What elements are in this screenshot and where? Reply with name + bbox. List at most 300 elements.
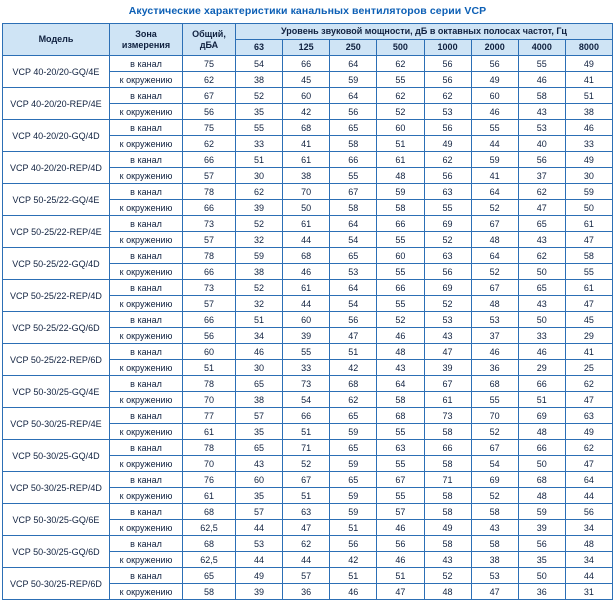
cell-band-125-duct: 61 — [283, 152, 330, 168]
col-header-band-1000: 1000 — [424, 40, 471, 56]
cell-zone-duct: в канал — [110, 376, 183, 392]
cell-total-duct: 78 — [183, 248, 236, 264]
cell-band-500-duct: 60 — [377, 120, 424, 136]
cell-band-125-surround: 54 — [283, 392, 330, 408]
cell-band-4000-surround: 40 — [518, 136, 565, 152]
cell-total-duct: 77 — [183, 408, 236, 424]
cell-band-8000-surround: 47 — [565, 296, 612, 312]
cell-band-500-surround: 52 — [377, 104, 424, 120]
cell-zone-duct: в канал — [110, 440, 183, 456]
cell-band-4000-duct: 68 — [518, 472, 565, 488]
col-header-band-8000: 8000 — [565, 40, 612, 56]
cell-model: VCP 50-30/25-REP/4D — [3, 472, 110, 504]
cell-band-1000-duct: 73 — [424, 408, 471, 424]
cell-band-2000-duct: 67 — [471, 280, 518, 296]
cell-zone-duct: в канал — [110, 472, 183, 488]
cell-band-4000-duct: 55 — [518, 56, 565, 72]
cell-band-63-surround: 39 — [236, 584, 283, 600]
cell-band-2000-surround: 52 — [471, 488, 518, 504]
cell-band-125-surround: 45 — [283, 72, 330, 88]
cell-band-500-surround: 46 — [377, 520, 424, 536]
cell-model: VCP 40-20/20-REP/4D — [3, 152, 110, 184]
cell-band-1000-duct: 56 — [424, 56, 471, 72]
cell-band-1000-surround: 39 — [424, 360, 471, 376]
cell-model: VCP 50-25/22-GQ/4D — [3, 248, 110, 280]
cell-band-125-surround: 33 — [283, 360, 330, 376]
cell-total-duct: 78 — [183, 440, 236, 456]
cell-band-125-duct: 66 — [283, 56, 330, 72]
cell-zone-surround: к окружению — [110, 456, 183, 472]
cell-total-duct: 73 — [183, 280, 236, 296]
cell-band-1000-duct: 63 — [424, 184, 471, 200]
cell-band-63-duct: 51 — [236, 152, 283, 168]
cell-band-250-duct: 51 — [330, 568, 377, 584]
cell-band-125-duct: 62 — [283, 536, 330, 552]
table-row — [3, 248, 613, 264]
cell-band-8000-surround: 34 — [565, 520, 612, 536]
cell-band-63-duct: 52 — [236, 216, 283, 232]
cell-band-500-duct: 51 — [377, 568, 424, 584]
cell-band-500-surround: 46 — [377, 552, 424, 568]
cell-band-63-duct: 65 — [236, 440, 283, 456]
cell-band-2000-surround: 38 — [471, 552, 518, 568]
cell-band-63-duct: 65 — [236, 376, 283, 392]
cell-band-125-surround: 51 — [283, 488, 330, 504]
cell-zone-surround: к окружению — [110, 200, 183, 216]
cell-zone-surround: к окружению — [110, 296, 183, 312]
cell-band-8000-duct: 44 — [565, 568, 612, 584]
cell-zone-duct: в канал — [110, 504, 183, 520]
cell-band-1000-duct: 58 — [424, 536, 471, 552]
cell-band-4000-duct: 62 — [518, 184, 565, 200]
cell-band-8000-surround: 47 — [565, 456, 612, 472]
cell-band-8000-duct: 51 — [565, 88, 612, 104]
cell-band-500-duct: 63 — [377, 440, 424, 456]
cell-band-125-duct: 70 — [283, 184, 330, 200]
cell-total-surround: 57 — [183, 168, 236, 184]
cell-band-500-duct: 52 — [377, 312, 424, 328]
cell-band-63-surround: 34 — [236, 328, 283, 344]
cell-band-125-surround: 51 — [283, 424, 330, 440]
cell-band-4000-duct: 65 — [518, 280, 565, 296]
cell-band-250-surround: 56 — [330, 104, 377, 120]
cell-band-63-duct: 59 — [236, 248, 283, 264]
cell-band-4000-duct: 46 — [518, 344, 565, 360]
cell-zone-duct: в канал — [110, 88, 183, 104]
cell-total-duct: 73 — [183, 216, 236, 232]
cell-band-63-surround: 33 — [236, 136, 283, 152]
table-row — [3, 344, 613, 360]
cell-band-500-surround: 55 — [377, 424, 424, 440]
cell-band-2000-duct: 56 — [471, 56, 518, 72]
cell-band-8000-duct: 61 — [565, 280, 612, 296]
cell-band-250-duct: 65 — [330, 472, 377, 488]
cell-band-8000-duct: 64 — [565, 472, 612, 488]
cell-band-250-duct: 64 — [330, 88, 377, 104]
cell-band-8000-surround: 30 — [565, 168, 612, 184]
cell-band-1000-duct: 52 — [424, 568, 471, 584]
cell-model: VCP 50-25/22-GQ/4E — [3, 184, 110, 216]
cell-band-250-duct: 56 — [330, 312, 377, 328]
cell-zone-duct: в канал — [110, 280, 183, 296]
col-header-band-63: 63 — [236, 40, 283, 56]
cell-band-63-duct: 55 — [236, 120, 283, 136]
cell-band-250-duct: 65 — [330, 440, 377, 456]
col-header-zone-line2: измерения — [121, 39, 171, 50]
cell-band-4000-surround: 43 — [518, 104, 565, 120]
cell-band-1000-surround: 53 — [424, 104, 471, 120]
cell-band-63-duct: 49 — [236, 568, 283, 584]
cell-total-surround: 70 — [183, 456, 236, 472]
cell-band-500-duct: 56 — [377, 536, 424, 552]
cell-band-125-duct: 66 — [283, 408, 330, 424]
cell-zone-surround: к окружению — [110, 136, 183, 152]
cell-total-surround: 62 — [183, 136, 236, 152]
cell-zone-surround: к окружению — [110, 360, 183, 376]
cell-band-250-duct: 66 — [330, 152, 377, 168]
cell-band-125-duct: 61 — [283, 280, 330, 296]
cell-band-1000-duct: 47 — [424, 344, 471, 360]
cell-band-2000-duct: 68 — [471, 376, 518, 392]
cell-band-1000-surround: 49 — [424, 520, 471, 536]
cell-band-250-surround: 55 — [330, 168, 377, 184]
cell-band-4000-surround: 35 — [518, 552, 565, 568]
cell-band-1000-surround: 56 — [424, 72, 471, 88]
cell-band-4000-duct: 65 — [518, 216, 565, 232]
cell-band-2000-surround: 47 — [471, 584, 518, 600]
table-row — [3, 472, 613, 488]
cell-band-250-duct: 65 — [330, 408, 377, 424]
header-row-1 — [3, 24, 613, 40]
cell-band-125-duct: 55 — [283, 344, 330, 360]
cell-band-8000-surround: 34 — [565, 552, 612, 568]
cell-model: VCP 50-25/22-REP/4E — [3, 216, 110, 248]
col-header-band-500: 500 — [377, 40, 424, 56]
table-row — [3, 152, 613, 168]
cell-total-surround: 56 — [183, 104, 236, 120]
cell-band-63-duct: 57 — [236, 408, 283, 424]
cell-band-125-surround: 46 — [283, 264, 330, 280]
cell-band-2000-surround: 55 — [471, 392, 518, 408]
cell-band-500-duct: 62 — [377, 56, 424, 72]
cell-band-125-duct: 73 — [283, 376, 330, 392]
cell-band-1000-surround: 56 — [424, 264, 471, 280]
cell-band-63-duct: 52 — [236, 280, 283, 296]
cell-band-63-duct: 46 — [236, 344, 283, 360]
cell-band-1000-surround: 43 — [424, 328, 471, 344]
cell-zone-surround: к окружению — [110, 328, 183, 344]
cell-zone-surround: к окружению — [110, 72, 183, 88]
cell-band-500-surround: 55 — [377, 72, 424, 88]
cell-total-surround: 57 — [183, 296, 236, 312]
cell-band-500-surround: 46 — [377, 328, 424, 344]
cell-band-8000-surround: 55 — [565, 264, 612, 280]
cell-band-125-surround: 42 — [283, 104, 330, 120]
cell-band-4000-duct: 56 — [518, 152, 565, 168]
cell-band-4000-surround: 46 — [518, 72, 565, 88]
col-header-bands-group: Уровень звуковой мощности, дБ в октавных полосах частот, Гц — [236, 24, 613, 40]
cell-total-surround: 56 — [183, 328, 236, 344]
col-header-zone-line1: Зона — [135, 28, 157, 39]
cell-zone-duct: в канал — [110, 408, 183, 424]
cell-band-250-surround: 59 — [330, 424, 377, 440]
cell-band-1000-duct: 71 — [424, 472, 471, 488]
cell-band-250-duct: 51 — [330, 344, 377, 360]
table-body — [3, 56, 613, 600]
cell-zone-duct: в канал — [110, 568, 183, 584]
cell-band-2000-duct: 58 — [471, 504, 518, 520]
cell-zone-surround: к окружению — [110, 392, 183, 408]
cell-band-125-surround: 44 — [283, 552, 330, 568]
cell-band-500-surround: 55 — [377, 232, 424, 248]
cell-band-63-duct: 52 — [236, 88, 283, 104]
cell-band-8000-surround: 25 — [565, 360, 612, 376]
cell-band-63-duct: 57 — [236, 504, 283, 520]
cell-band-8000-surround: 47 — [565, 232, 612, 248]
cell-band-4000-surround: 33 — [518, 328, 565, 344]
cell-band-4000-duct: 59 — [518, 504, 565, 520]
table-row — [3, 120, 613, 136]
cell-band-8000-duct: 49 — [565, 56, 612, 72]
cell-total-duct: 65 — [183, 568, 236, 584]
cell-zone-surround: к окружению — [110, 584, 183, 600]
col-header-band-250: 250 — [330, 40, 377, 56]
cell-band-63-duct: 53 — [236, 536, 283, 552]
cell-band-1000-surround: 58 — [424, 488, 471, 504]
cell-total-surround: 58 — [183, 584, 236, 600]
col-header-band-4000: 4000 — [518, 40, 565, 56]
cell-band-4000-duct: 62 — [518, 248, 565, 264]
cell-band-125-surround: 38 — [283, 168, 330, 184]
cell-band-250-duct: 65 — [330, 120, 377, 136]
cell-band-4000-surround: 39 — [518, 520, 565, 536]
cell-band-1000-duct: 69 — [424, 216, 471, 232]
cell-total-duct: 68 — [183, 504, 236, 520]
cell-band-4000-surround: 51 — [518, 392, 565, 408]
cell-band-63-surround: 39 — [236, 200, 283, 216]
cell-band-1000-duct: 58 — [424, 504, 471, 520]
cell-zone-surround: к окружению — [110, 104, 183, 120]
cell-band-4000-surround: 48 — [518, 424, 565, 440]
cell-zone-surround: к окружению — [110, 520, 183, 536]
cell-band-1000-duct: 56 — [424, 120, 471, 136]
cell-total-surround: 61 — [183, 424, 236, 440]
cell-band-500-surround: 58 — [377, 200, 424, 216]
cell-band-4000-surround: 50 — [518, 264, 565, 280]
cell-band-125-surround: 44 — [283, 296, 330, 312]
cell-band-1000-surround: 52 — [424, 232, 471, 248]
cell-band-1000-duct: 63 — [424, 248, 471, 264]
cell-total-duct: 78 — [183, 184, 236, 200]
cell-band-2000-duct: 58 — [471, 536, 518, 552]
cell-zone-surround: к окружению — [110, 424, 183, 440]
cell-zone-duct: в канал — [110, 536, 183, 552]
cell-zone-surround: к окружению — [110, 488, 183, 504]
cell-band-4000-surround: 43 — [518, 296, 565, 312]
cell-band-500-surround: 55 — [377, 296, 424, 312]
col-header-zone — [110, 24, 183, 56]
cell-band-1000-surround: 49 — [424, 136, 471, 152]
cell-band-500-duct: 68 — [377, 408, 424, 424]
cell-band-250-duct: 64 — [330, 216, 377, 232]
cell-band-125-duct: 68 — [283, 120, 330, 136]
col-header-total — [183, 24, 236, 56]
cell-band-63-surround: 32 — [236, 232, 283, 248]
table-row — [3, 88, 613, 104]
cell-band-4000-surround: 47 — [518, 200, 565, 216]
cell-total-duct: 67 — [183, 88, 236, 104]
cell-band-250-surround: 53 — [330, 264, 377, 280]
cell-band-250-surround: 59 — [330, 72, 377, 88]
cell-band-63-surround: 30 — [236, 360, 283, 376]
cell-band-4000-surround: 37 — [518, 168, 565, 184]
cell-band-2000-duct: 53 — [471, 312, 518, 328]
cell-total-duct: 76 — [183, 472, 236, 488]
cell-band-4000-surround: 43 — [518, 232, 565, 248]
cell-total-duct: 60 — [183, 344, 236, 360]
cell-band-63-surround: 35 — [236, 488, 283, 504]
cell-total-duct: 68 — [183, 536, 236, 552]
cell-band-8000-surround: 47 — [565, 392, 612, 408]
cell-band-8000-duct: 62 — [565, 376, 612, 392]
cell-band-2000-duct: 67 — [471, 440, 518, 456]
cell-zone-duct: в канал — [110, 344, 183, 360]
cell-band-1000-duct: 53 — [424, 312, 471, 328]
cell-band-2000-duct: 69 — [471, 472, 518, 488]
cell-band-4000-duct: 66 — [518, 440, 565, 456]
cell-zone-surround: к окружению — [110, 232, 183, 248]
cell-total-surround: 62 — [183, 72, 236, 88]
cell-total-duct: 75 — [183, 120, 236, 136]
cell-band-4000-duct: 50 — [518, 312, 565, 328]
cell-band-1000-surround: 58 — [424, 424, 471, 440]
cell-zone-duct: в канал — [110, 312, 183, 328]
cell-band-500-surround: 58 — [377, 392, 424, 408]
cell-band-250-surround: 46 — [330, 584, 377, 600]
cell-band-63-surround: 32 — [236, 296, 283, 312]
cell-band-8000-surround: 33 — [565, 136, 612, 152]
cell-band-1000-surround: 58 — [424, 456, 471, 472]
cell-zone-duct: в канал — [110, 152, 183, 168]
cell-band-63-surround: 38 — [236, 72, 283, 88]
cell-band-500-duct: 62 — [377, 88, 424, 104]
table-row — [3, 536, 613, 552]
cell-band-500-surround: 51 — [377, 136, 424, 152]
cell-model: VCP 50-30/25-REP/6D — [3, 568, 110, 600]
cell-band-8000-duct: 48 — [565, 536, 612, 552]
cell-model: VCP 50-30/25-GQ/6D — [3, 536, 110, 568]
cell-total-surround: 61 — [183, 488, 236, 504]
cell-total-surround: 66 — [183, 200, 236, 216]
cell-model: VCP 50-30/25-GQ/4D — [3, 440, 110, 472]
cell-band-1000-surround: 56 — [424, 168, 471, 184]
cell-band-1000-surround: 61 — [424, 392, 471, 408]
cell-band-63-duct: 60 — [236, 472, 283, 488]
cell-band-8000-duct: 45 — [565, 312, 612, 328]
cell-band-4000-surround: 29 — [518, 360, 565, 376]
cell-band-2000-surround: 54 — [471, 456, 518, 472]
cell-band-8000-duct: 41 — [565, 344, 612, 360]
cell-band-4000-duct: 50 — [518, 568, 565, 584]
cell-band-250-duct: 64 — [330, 280, 377, 296]
cell-band-125-surround: 50 — [283, 200, 330, 216]
col-header-model: Модель — [3, 24, 110, 56]
acoustic-table — [2, 23, 613, 600]
cell-model: VCP 50-25/22-REP/4D — [3, 280, 110, 312]
cell-band-125-duct: 57 — [283, 568, 330, 584]
cell-band-8000-surround: 49 — [565, 424, 612, 440]
cell-band-125-duct: 60 — [283, 312, 330, 328]
cell-band-500-surround: 55 — [377, 264, 424, 280]
col-header-total-line1: Общий, — [192, 28, 226, 39]
cell-total-duct: 75 — [183, 56, 236, 72]
page-title: Акустические характеристики канальных вентиляторов серии VCP — [128, 5, 487, 17]
cell-band-500-duct: 66 — [377, 216, 424, 232]
cell-band-250-surround: 54 — [330, 296, 377, 312]
cell-band-125-duct: 61 — [283, 216, 330, 232]
cell-band-63-duct: 54 — [236, 56, 283, 72]
cell-band-1000-surround: 48 — [424, 584, 471, 600]
cell-zone-duct: в канал — [110, 56, 183, 72]
table-row — [3, 440, 613, 456]
table-row — [3, 408, 613, 424]
cell-band-4000-duct: 56 — [518, 536, 565, 552]
cell-band-63-surround: 35 — [236, 104, 283, 120]
table-row — [3, 312, 613, 328]
cell-band-1000-duct: 67 — [424, 376, 471, 392]
cell-model: VCP 50-25/22-GQ/6D — [3, 312, 110, 344]
cell-band-2000-surround: 36 — [471, 360, 518, 376]
cell-band-63-duct: 51 — [236, 312, 283, 328]
cell-band-4000-duct: 53 — [518, 120, 565, 136]
cell-total-surround: 51 — [183, 360, 236, 376]
cell-band-500-surround: 55 — [377, 456, 424, 472]
cell-band-8000-duct: 56 — [565, 504, 612, 520]
cell-band-2000-duct: 64 — [471, 184, 518, 200]
cell-band-250-surround: 58 — [330, 200, 377, 216]
cell-band-2000-duct: 64 — [471, 248, 518, 264]
cell-model: VCP 40-20/20-REP/4E — [3, 88, 110, 120]
cell-band-2000-surround: 48 — [471, 232, 518, 248]
cell-total-surround: 70 — [183, 392, 236, 408]
cell-band-2000-surround: 44 — [471, 136, 518, 152]
cell-band-4000-surround: 50 — [518, 456, 565, 472]
cell-band-1000-duct: 66 — [424, 440, 471, 456]
cell-band-500-surround: 55 — [377, 488, 424, 504]
cell-band-63-duct: 62 — [236, 184, 283, 200]
cell-total-surround: 57 — [183, 232, 236, 248]
cell-band-2000-surround: 52 — [471, 424, 518, 440]
cell-band-63-surround: 30 — [236, 168, 283, 184]
cell-total-surround: 66 — [183, 264, 236, 280]
cell-band-125-surround: 41 — [283, 136, 330, 152]
cell-band-125-duct: 60 — [283, 88, 330, 104]
cell-band-8000-duct: 61 — [565, 216, 612, 232]
col-header-total-line2: дБА — [199, 39, 219, 50]
cell-band-2000-surround: 52 — [471, 200, 518, 216]
cell-band-63-surround: 43 — [236, 456, 283, 472]
cell-band-125-duct: 63 — [283, 504, 330, 520]
cell-total-duct: 66 — [183, 312, 236, 328]
cell-band-500-duct: 59 — [377, 184, 424, 200]
cell-band-250-duct: 68 — [330, 376, 377, 392]
cell-band-63-surround: 38 — [236, 392, 283, 408]
cell-band-500-duct: 66 — [377, 280, 424, 296]
cell-zone-surround: к окружению — [110, 168, 183, 184]
cell-band-2000-surround: 41 — [471, 168, 518, 184]
cell-band-1000-duct: 62 — [424, 152, 471, 168]
table-row — [3, 216, 613, 232]
